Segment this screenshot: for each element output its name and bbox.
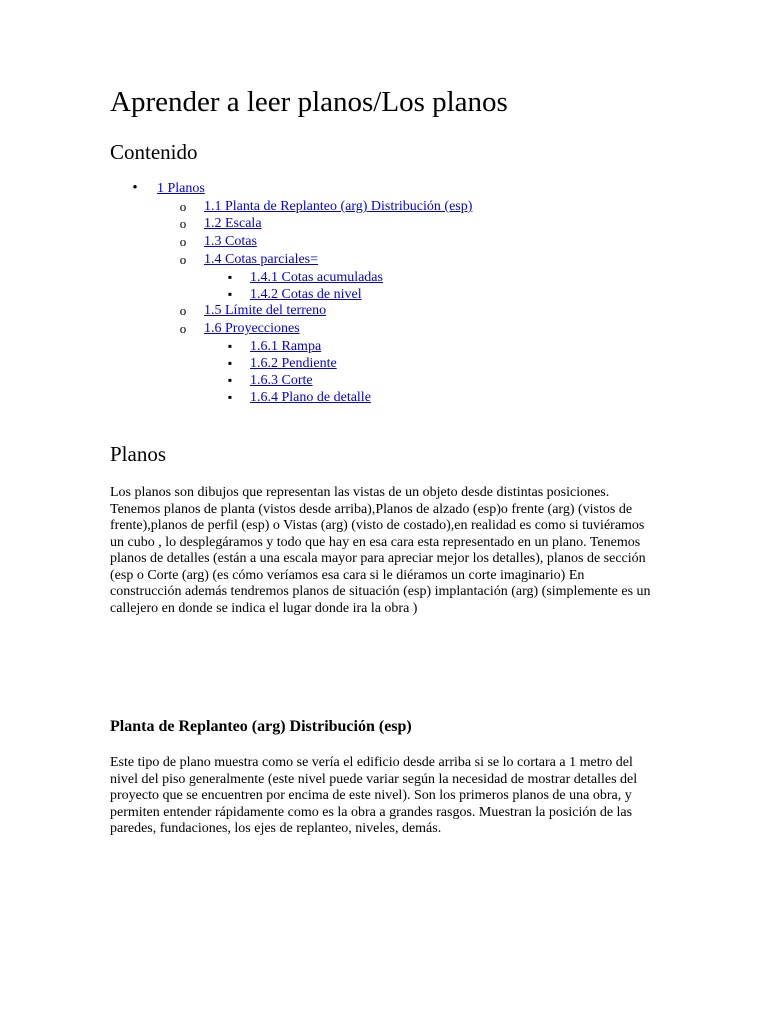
bullet-square-icon <box>223 389 237 406</box>
toc-link-escala[interactable]: 1.2 Escala <box>204 216 262 231</box>
bullet-circle-icon <box>176 302 190 320</box>
bullet-square-icon <box>223 338 237 355</box>
bullet-circle-icon <box>176 215 190 233</box>
section-body-planta: Este tipo de plano muestra como se vería el edificio desde arriba si se lo cortara a 1 metro del nivel del piso generalmente (este nivel puede variar según la necesidad de mostrar detalles del proyecto que se encuentren por encima de este nivel). Son los primeros planos de una obra, y permiten entender rápidamente como es la obra a grandes rasgos. Muestran la posición de las paredes, fundaciones, los ejes de replanteo, niveles, demás. <box>110 755 638 836</box>
bullet-circle-icon <box>176 251 190 269</box>
toc-link-proyecciones[interactable]: 1.6 Proyecciones <box>204 321 300 336</box>
toc-link-cotas[interactable]: 1.3 Cotas <box>204 234 257 249</box>
section-heading-planos: Planos <box>110 442 167 466</box>
toc-link-plano-detalle[interactable]: 1.6.4 Plano de detalle <box>250 390 371 405</box>
section-heading-planta: Planta de Replanteo (arg) Distribución (esp) <box>110 718 412 735</box>
toc-link-limite-terreno[interactable]: 1.5 Límite del terreno <box>204 303 327 318</box>
toc-link-cotas-acumuladas[interactable]: 1.4.1 Cotas acumuladas <box>250 270 383 285</box>
page-title: Aprender a leer planos/Los planos <box>110 86 508 118</box>
contents-heading: Contenido <box>110 140 198 164</box>
bullet-circle-icon <box>176 320 190 338</box>
bullet-square-icon <box>223 286 237 303</box>
section-body-planos: Los planos son dibujos que representan las vistas de un objeto desde distintas posiciones. Tenemos planos de planta (vistos desde arriba),Planos de alzado (esp)o frente (arg) (vistos de frente),planos de perfil (esp) o Vistas (arg) (visto de costado),en realidad es como si tuviéramos un cubo , lo desplegáramos y todo que hay en esa cara esta representado en un plano. Tenemos planos de detalles (están a una escala mayor para apreciar mejor los detalles), planos de sección (esp o Corte (arg) (es cómo veríamos esa cara si le diéramos un corte imaginario) En construcción además tendremos planos de situación (esp) implantación (arg) (simplemente es un callejero en donde se indica el lugar donde ira la obra ) <box>110 485 651 616</box>
bullet-circle-icon <box>176 198 190 216</box>
toc-link-cotas-parciales[interactable]: 1.4 Cotas parciales= <box>204 252 319 267</box>
bullet-square-icon <box>223 372 237 389</box>
toc-link-planta-replanteo[interactable]: 1.1 Planta de Replanteo (arg) Distribución (esp) <box>204 199 473 214</box>
toc-link-cotas-nivel[interactable]: 1.4.2 Cotas de nivel <box>250 287 362 302</box>
toc-link-corte[interactable]: 1.6.3 Corte <box>250 373 313 388</box>
bullet-square-icon <box>223 269 237 286</box>
bullet-square-icon <box>223 355 237 372</box>
toc-link-pendiente[interactable]: 1.6.2 Pendiente <box>250 356 337 371</box>
toc-link-planos[interactable]: 1 Planos <box>157 181 205 196</box>
bullet-disc-icon <box>128 180 142 197</box>
bullet-circle-icon <box>176 233 190 251</box>
toc-link-rampa[interactable]: 1.6.1 Rampa <box>250 339 322 354</box>
